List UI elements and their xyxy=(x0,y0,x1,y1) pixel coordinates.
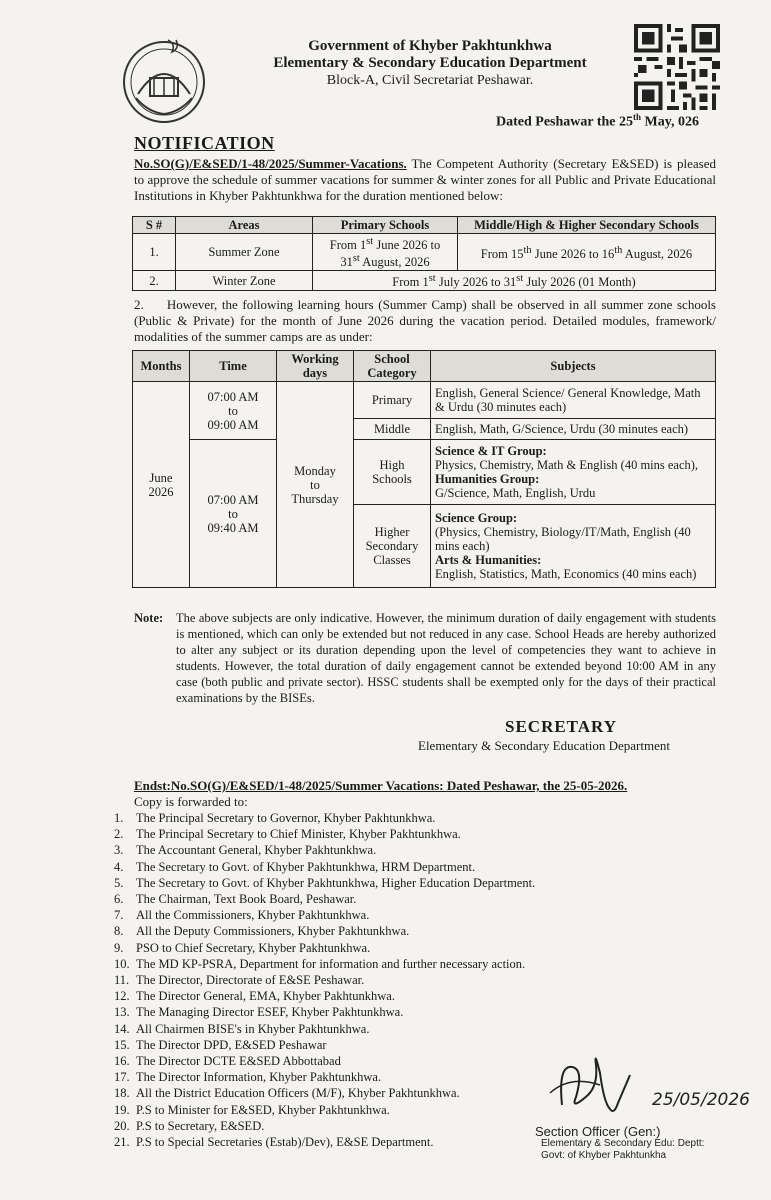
cell-month xyxy=(133,382,190,588)
dated-sup: th xyxy=(633,112,642,122)
recipient-number: 13. xyxy=(114,1005,130,1020)
table-row xyxy=(133,234,716,271)
recipient-text: The Secretary to Govt. of Khyber Pakhtunkhwa, Higher Education Department. xyxy=(136,875,536,890)
recipient-number: 21. xyxy=(114,1135,130,1150)
signatory-title: SECRETARY xyxy=(505,717,617,736)
recipient-text: The Secretary to Govt. of Khyber Pakhtunkhwa, HRM Department. xyxy=(136,859,476,874)
cell-time-1 xyxy=(190,382,277,440)
recipient-text: The MD KP-PSRA, Department for information and further necessary action. xyxy=(136,956,526,971)
days-text: Monday xyxy=(294,463,336,478)
group-text: Physics, Chemistry, Math & English (40 mins each), xyxy=(435,458,699,472)
letterhead xyxy=(250,38,610,89)
table-row xyxy=(133,271,716,291)
table-header-row xyxy=(133,351,716,382)
recipient-number: 19. xyxy=(114,1102,130,1117)
category-text: High xyxy=(379,458,405,472)
text-sup: th xyxy=(523,244,532,256)
recipient-number: 4. xyxy=(114,859,124,874)
recipient-number: 16. xyxy=(114,1054,130,1069)
cell-winter-dates xyxy=(313,271,716,291)
col-header-subjects: Subjects xyxy=(431,351,716,382)
text-part: June 2026 to xyxy=(373,238,441,253)
note-label: Note: xyxy=(134,611,164,625)
recipient-text: PSO to Chief Secretary, Khyber Pakhtunkhwa. xyxy=(136,940,371,955)
recipient-number: 20. xyxy=(114,1118,130,1133)
time-text: 09:40 AM xyxy=(207,520,259,535)
col-header-areas: Areas xyxy=(176,217,313,234)
list-item xyxy=(114,972,535,988)
list-item xyxy=(114,826,535,842)
dated-line xyxy=(496,112,699,131)
recipient-list xyxy=(114,810,535,1150)
days-text: Thursday xyxy=(291,491,339,506)
recipient-number: 2. xyxy=(114,827,124,842)
list-item xyxy=(114,988,535,1004)
notification-number: No.SO(G)/E&SED/1-48/2025/Summer-Vacations. xyxy=(134,156,407,171)
recipient-text: P.S to Secretary, E&SED. xyxy=(136,1118,265,1133)
recipient-text: The Director DPD, E&SED Peshawar xyxy=(136,1037,327,1052)
col-header-primary: Primary Schools xyxy=(313,217,458,234)
vacation-schedule-table xyxy=(132,216,716,291)
category-text: Classes xyxy=(373,553,411,567)
time-text: 09:00 AM xyxy=(207,417,259,432)
list-item xyxy=(114,842,535,858)
text-sup: th xyxy=(614,244,623,256)
letterhead-address: Block-A, Civil Secretariat Peshawar. xyxy=(326,73,534,88)
recipient-number: 17. xyxy=(114,1070,130,1085)
text-part: July 2026 to 31 xyxy=(435,275,517,290)
header-text: School xyxy=(374,352,410,366)
month-text: 2026 xyxy=(148,484,174,499)
text-part: 31 xyxy=(340,255,353,270)
cell-category-middle: Middle xyxy=(354,419,431,440)
recipient-text: All Chairmen BISE's in Khyber Pakhtunkhwa. xyxy=(136,1021,370,1036)
note-section xyxy=(134,610,716,706)
kp-government-emblem-icon xyxy=(118,34,210,126)
text-part: June 2026 to 16 xyxy=(531,246,615,261)
group-title: Humanities Group: xyxy=(435,472,540,486)
list-item xyxy=(114,907,535,923)
text-part: July 2026 (01 Month) xyxy=(523,275,636,290)
col-header-sn: S # xyxy=(133,217,176,234)
list-item xyxy=(114,1102,535,1118)
notification-paragraph-2: 2. However, the following learning hours (Summer Camp) shall be observed in all summer zone schools (Public & Private) for the month of June 2026 during the vacation period. Detailed modules, framework/ modalities of the summer camps are as under: xyxy=(134,297,716,344)
note-text: The above subjects are only indicative. However, the minimum duration of daily engagement with students is mentioned, which can only be extended but not reduced in any case. School Heads are hereby authorized to alter any subject or its duration depending upon the level of competencies they want to achieve in students. However, the total duration of daily engagement cannot be extended beyond 10:00 AM in any case (both public and private sector). HSSC students shall be exempted only for the days of their practical examinations by the BISEs. xyxy=(176,611,716,705)
recipient-number: 3. xyxy=(114,843,124,858)
month-text: June xyxy=(149,470,173,485)
group-title: Science Group: xyxy=(435,511,518,525)
header-text: days xyxy=(302,366,328,380)
list-item xyxy=(114,875,535,891)
group-text: G/Science, Math, English, Urdu xyxy=(435,486,596,500)
cell-area: Summer Zone xyxy=(176,234,313,271)
text-part: August, 2026 xyxy=(359,255,430,270)
list-item xyxy=(114,1069,535,1085)
recipient-number: 5. xyxy=(114,875,124,890)
dated-prefix: Dated Peshawar the 25 xyxy=(496,114,634,130)
time-text: to xyxy=(228,506,238,521)
notification-title: NOTIFICATION xyxy=(134,133,275,153)
copy-forwarded-line: Copy is forwarded to: xyxy=(134,794,248,809)
text-part: August, 2026 xyxy=(622,246,693,261)
cell-category-primary: Primary xyxy=(354,382,431,419)
col-header-middle: Middle/High & Higher Secondary Schools xyxy=(458,217,716,234)
category-text: Higher xyxy=(374,525,410,539)
recipient-number: 1. xyxy=(114,811,124,825)
cell-subjects-high xyxy=(431,440,716,505)
table-row xyxy=(133,382,716,419)
recipient-text: All the Deputy Commissioners, Khyber Pakhtunkhwa. xyxy=(136,924,410,939)
text-sup: st xyxy=(352,253,360,265)
recipient-number: 9. xyxy=(114,940,124,955)
recipient-text: All the District Education Officers (M/F), Khyber Pakhtunkhwa. xyxy=(136,1086,460,1101)
text-sup: st xyxy=(366,236,374,247)
paragraph-1-text: The Competent Authority (Secretary E&SED) is pleased to approve the schedule of summer vacations for summer & winter zones for all Public and Private Educational Institutions in Khyber Pakhtunkhwa for the duration mentioned below: xyxy=(134,156,716,203)
category-text: Schools xyxy=(372,472,412,486)
section-officer-stamp xyxy=(535,1126,704,1162)
header-text: Time xyxy=(219,359,247,373)
group-text: (Physics, Chemistry, Biology/IT/Math, English (40 mins each) xyxy=(435,525,691,553)
col-header-time xyxy=(190,351,277,382)
list-item xyxy=(114,810,535,826)
list-item xyxy=(114,940,535,956)
header-text: Working xyxy=(291,352,339,366)
recipient-number: 10. xyxy=(114,956,130,971)
cell-area: Winter Zone xyxy=(176,271,313,291)
recipient-text: All the Commissioners, Khyber Pakhtunkhwa. xyxy=(136,908,370,923)
list-item xyxy=(114,1053,535,1069)
cell-category-high xyxy=(354,440,431,505)
cell-category-higher xyxy=(354,505,431,588)
stamp-line-2: Elementary & Secondary Edu: Deptt: xyxy=(541,1138,705,1149)
cell-subjects-middle: English, Math, G/Science, Urdu (30 minutes each) xyxy=(431,419,716,440)
recipient-number: 11. xyxy=(114,973,130,988)
list-item xyxy=(114,1134,535,1150)
dated-suffix: May, 026 xyxy=(641,114,699,130)
cell-sn: 2. xyxy=(133,271,176,291)
recipient-number: 6. xyxy=(114,892,124,907)
list-item xyxy=(114,923,535,939)
recipient-text: The Principal Secretary to Chief Minister, Khyber Pakhtunkhwa. xyxy=(136,827,461,842)
recipient-number: 8. xyxy=(114,924,124,939)
notification-paragraph-1 xyxy=(134,156,716,204)
table-row xyxy=(133,440,716,505)
qr-code-icon xyxy=(634,24,720,110)
list-item xyxy=(114,1021,535,1037)
cell-sn: 1. xyxy=(133,234,176,271)
time-text: 07:00 AM xyxy=(207,389,259,404)
category-text: Secondary xyxy=(365,539,419,553)
recipient-text: The Director, Directorate of E&SE Peshawar. xyxy=(136,973,365,988)
recipient-text: The Chairman, Text Book Board, Peshawar. xyxy=(136,892,357,907)
header-text: Category xyxy=(367,366,417,380)
recipient-text: P.S to Special Secretaries (Estab)/Dev), E&SE Department. xyxy=(136,1135,434,1150)
letterhead-government: Government of Khyber Pakhtunkhwa xyxy=(308,38,552,54)
recipient-text: The Accountant General, Khyber Pakhtunkhwa. xyxy=(136,843,377,858)
list-item xyxy=(114,1037,535,1053)
text-part: From 1 xyxy=(329,238,367,253)
list-item xyxy=(114,1004,535,1020)
summer-camp-table xyxy=(132,350,716,588)
endorsement-line: Endst:No.SO(G)/E&SED/1-48/2025/Summer Vacations: Dated Peshawar, the 25-05-2026. xyxy=(134,778,628,793)
recipient-text: The Managing Director ESEF, Khyber Pakhtunkhwa. xyxy=(136,1005,404,1020)
recipient-number: 18. xyxy=(114,1086,130,1101)
list-item xyxy=(114,891,535,907)
text-sup: st xyxy=(516,273,524,285)
cell-primary-dates xyxy=(313,234,458,271)
cell-subjects-primary: English, General Science/ General Knowledge, Math & Urdu (30 minutes each) xyxy=(431,382,716,419)
cell-subjects-higher xyxy=(431,505,716,588)
days-text: to xyxy=(310,477,320,492)
recipient-text: The Principal Secretary to Governor, Khyber Pakhtunkhwa. xyxy=(136,811,436,825)
time-text: 07:00 AM xyxy=(207,492,259,507)
table-header-row xyxy=(133,217,716,234)
time-text: to xyxy=(228,403,238,418)
cell-middle-dates xyxy=(458,234,716,271)
group-text: English, Statistics, Math, Economics (40 mins each) xyxy=(435,567,697,581)
recipient-text: The Director Information, Khyber Pakhtunkhwa. xyxy=(136,1070,382,1085)
recipient-number: 12. xyxy=(114,989,130,1004)
text-part: From 1 xyxy=(392,275,429,290)
list-item xyxy=(114,956,535,972)
col-header-months: Months xyxy=(133,351,190,382)
recipient-text: The Director DCTE E&SED Abbottabad xyxy=(136,1054,341,1069)
text-part: From 15 xyxy=(480,246,524,261)
col-header-working-days xyxy=(277,351,354,382)
signature-date: 25/05/2026 xyxy=(652,1090,750,1110)
recipient-text: P.S to Minister for E&SED, Khyber Pakhtunkhwa. xyxy=(136,1102,390,1117)
list-item xyxy=(114,1118,535,1134)
list-item xyxy=(114,859,535,875)
recipient-number: 14. xyxy=(114,1021,130,1036)
letterhead-department: Elementary & Secondary Education Department xyxy=(273,55,587,71)
list-item xyxy=(114,1085,535,1101)
recipient-number: 15. xyxy=(114,1037,130,1052)
group-title: Arts & Humanities: xyxy=(435,553,542,567)
recipient-number: 7. xyxy=(114,908,124,923)
signatory-department: Elementary & Secondary Education Department xyxy=(418,738,670,753)
text-sup: st xyxy=(428,273,436,285)
col-header-school-category xyxy=(354,351,431,382)
group-title: Science & IT Group: xyxy=(435,444,547,458)
stamp-line-1: Section Officer (Gen:) xyxy=(535,1124,661,1139)
handwritten-signature xyxy=(540,1045,770,1125)
cell-working-days xyxy=(277,382,354,588)
recipient-text: The Director General, EMA, Khyber Pakhtunkhwa. xyxy=(136,989,395,1004)
stamp-line-3: Govt: of Khyber Pakhtunkha xyxy=(541,1150,667,1161)
cell-time-2 xyxy=(190,440,277,588)
